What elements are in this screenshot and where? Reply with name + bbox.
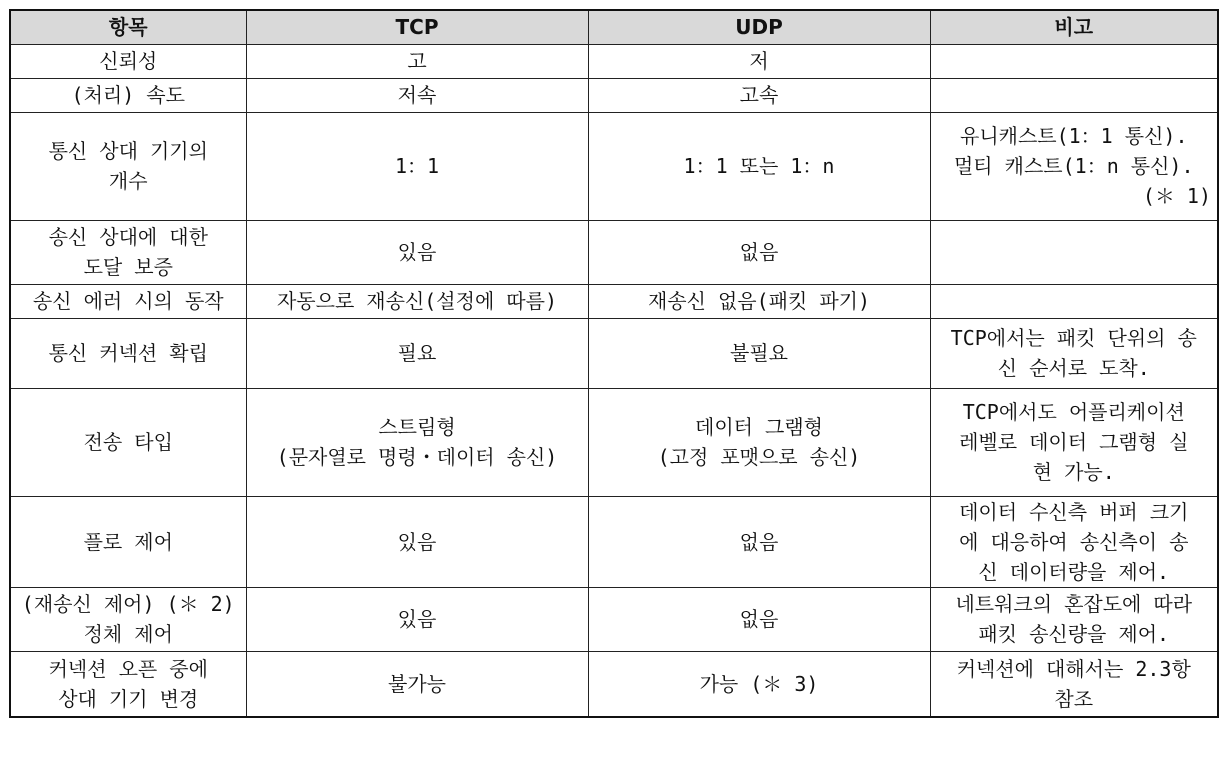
cell-text-line: 상대 기기 변경 (58, 686, 199, 711)
cell-text-line: 에 대응하여 송신측이 송 (959, 529, 1189, 554)
table-row (10, 496, 1218, 587)
cell-text-line: 자동으로 재송신(설정에 따름) (276, 289, 557, 313)
table-row (10, 318, 1218, 388)
row-tcp-cell (246, 651, 588, 717)
cell-text-line: 통신 커넥션 확립 (48, 341, 208, 365)
cell-text-line: (문자열로 명령・데이터 송신) (276, 445, 558, 469)
cell-text-line: 1：1 (394, 154, 440, 178)
cell-text-line: TCP에서도 어플리케이션 (962, 400, 1185, 424)
table-row (10, 587, 1218, 651)
row-tcp-cell (246, 284, 588, 318)
row-item-cell (10, 496, 246, 587)
row-tcp-cell (246, 220, 588, 284)
header-note: 비고 (930, 10, 1218, 44)
row-item-cell (10, 78, 246, 112)
cell-text-line: 있음 (397, 607, 437, 631)
row-tcp-cell (246, 44, 588, 78)
row-note-cell (930, 220, 1218, 284)
row-tcp-cell (246, 496, 588, 587)
row-note-cell (930, 318, 1218, 388)
cell-text-line: TCP에서는 패킷 단위의 송 (950, 326, 1197, 350)
cell-text-line: 있음 (397, 529, 437, 554)
cell-text-line: (재송신 제어) (＊ 2) (21, 592, 235, 616)
row-tcp-cell (246, 318, 588, 388)
row-item-cell (10, 318, 246, 388)
header-udp: UDP (588, 10, 930, 44)
cell-text-line: 커넥션에 대해서는 2.3항 (956, 656, 1191, 681)
cell-text-line: 불가능 (388, 671, 446, 696)
row-tcp-cell (246, 587, 588, 651)
cell-text-line: 저속 (397, 83, 437, 107)
cell-text-line: 가능 (＊ 3) (699, 671, 819, 696)
row-udp-cell (588, 220, 930, 284)
cell-text-line: (고정 포맷으로 송신) (657, 445, 861, 469)
cell-text-line: 커넥션 오픈 중에 (48, 656, 208, 681)
row-note-cell (930, 112, 1218, 220)
cell-text-line: 저 (749, 49, 769, 73)
cell-text-line: 개수 (108, 169, 148, 193)
cell-text-line: (처리) 속도 (71, 83, 185, 107)
row-udp-cell (588, 388, 930, 496)
header-item: 항목 (10, 10, 246, 44)
table-body (10, 44, 1218, 717)
cell-text-line: 도달 보증 (83, 255, 173, 279)
row-udp-cell (588, 284, 930, 318)
cell-text-line: 1：1 또는 1：n (683, 154, 835, 178)
cell-text-line: 참조 (1054, 686, 1094, 711)
table-row (10, 44, 1218, 78)
row-item-cell (10, 112, 246, 220)
row-udp-cell (588, 496, 930, 587)
cell-text-line: 현 가능. (1032, 460, 1115, 484)
table-row (10, 651, 1218, 717)
cell-text-line: 네트워크의 혼잡도에 따라 (955, 592, 1193, 616)
row-tcp-cell (246, 78, 588, 112)
table-row (10, 220, 1218, 284)
cell-text-line: 데이터 그램형 (695, 415, 823, 439)
cell-text-line: 전송 타입 (83, 430, 173, 454)
cell-text-line: 재송신 없음(패킷 파기) (647, 289, 871, 313)
table-row (10, 112, 1218, 220)
cell-text-line: 멀티 캐스트(1：n 통신). (953, 154, 1194, 178)
row-item-cell (10, 220, 246, 284)
cell-text-line: 고 (407, 49, 427, 73)
row-udp-cell (588, 78, 930, 112)
cell-text-line: 정체 제어 (83, 622, 173, 646)
row-udp-cell (588, 587, 930, 651)
row-udp-cell (588, 44, 930, 78)
cell-text-line: 있음 (397, 240, 437, 264)
cell-text-line: 데이터 수신측 버퍼 크기 (959, 499, 1189, 524)
table-row (10, 388, 1218, 496)
row-item-cell (10, 587, 246, 651)
cell-text-line: 없음 (739, 607, 779, 631)
cell-text-line: 레벨로 데이터 그램형 실 (959, 430, 1189, 454)
cell-text-line: 신 데이터량을 제어. (978, 559, 1170, 584)
cell-text-line: 필요 (397, 341, 437, 365)
cell-text-line: 불필요 (730, 341, 788, 365)
row-item-cell (10, 284, 246, 318)
table-row (10, 78, 1218, 112)
row-note-cell (930, 78, 1218, 112)
table-header-row (10, 10, 1218, 44)
row-item-cell (10, 651, 246, 717)
tcp-udp-comparison-table (9, 9, 1219, 718)
comparison-table-container (9, 9, 1219, 718)
row-note-cell (930, 496, 1218, 587)
row-note-cell (930, 284, 1218, 318)
cell-text-line: 스트림형 (378, 415, 456, 439)
cell-text-line: 패킷 송신량을 제어. (978, 622, 1170, 646)
row-udp-cell (588, 651, 930, 717)
row-note-cell (930, 44, 1218, 78)
cell-text-line: 송신 상대에 대한 (48, 225, 208, 249)
table-row (10, 284, 1218, 318)
cell-text-line: 플로 제어 (83, 529, 173, 554)
cell-text-line: 송신 에러 시의 동작 (32, 289, 224, 313)
row-note-cell (930, 388, 1218, 496)
cell-text-line: 신뢰성 (99, 49, 158, 73)
cell-text-line: 신 순서로 도착. (997, 356, 1150, 380)
header-tcp: TCP (246, 10, 588, 44)
cell-text-line: (＊ 1) (1142, 184, 1211, 208)
cell-text-line: 유니캐스트(1：1 통신). (960, 124, 1188, 148)
cell-text-line: 고속 (739, 83, 779, 107)
row-item-cell (10, 388, 246, 496)
row-udp-cell (588, 318, 930, 388)
row-note-cell (930, 587, 1218, 651)
cell-text-line: 없음 (739, 240, 779, 264)
row-udp-cell (588, 112, 930, 220)
cell-text-line: 통신 상대 기기의 (48, 139, 208, 163)
row-tcp-cell (246, 388, 588, 496)
cell-text-line: 없음 (739, 529, 779, 554)
row-tcp-cell (246, 112, 588, 220)
row-note-cell (930, 651, 1218, 717)
row-item-cell (10, 44, 246, 78)
